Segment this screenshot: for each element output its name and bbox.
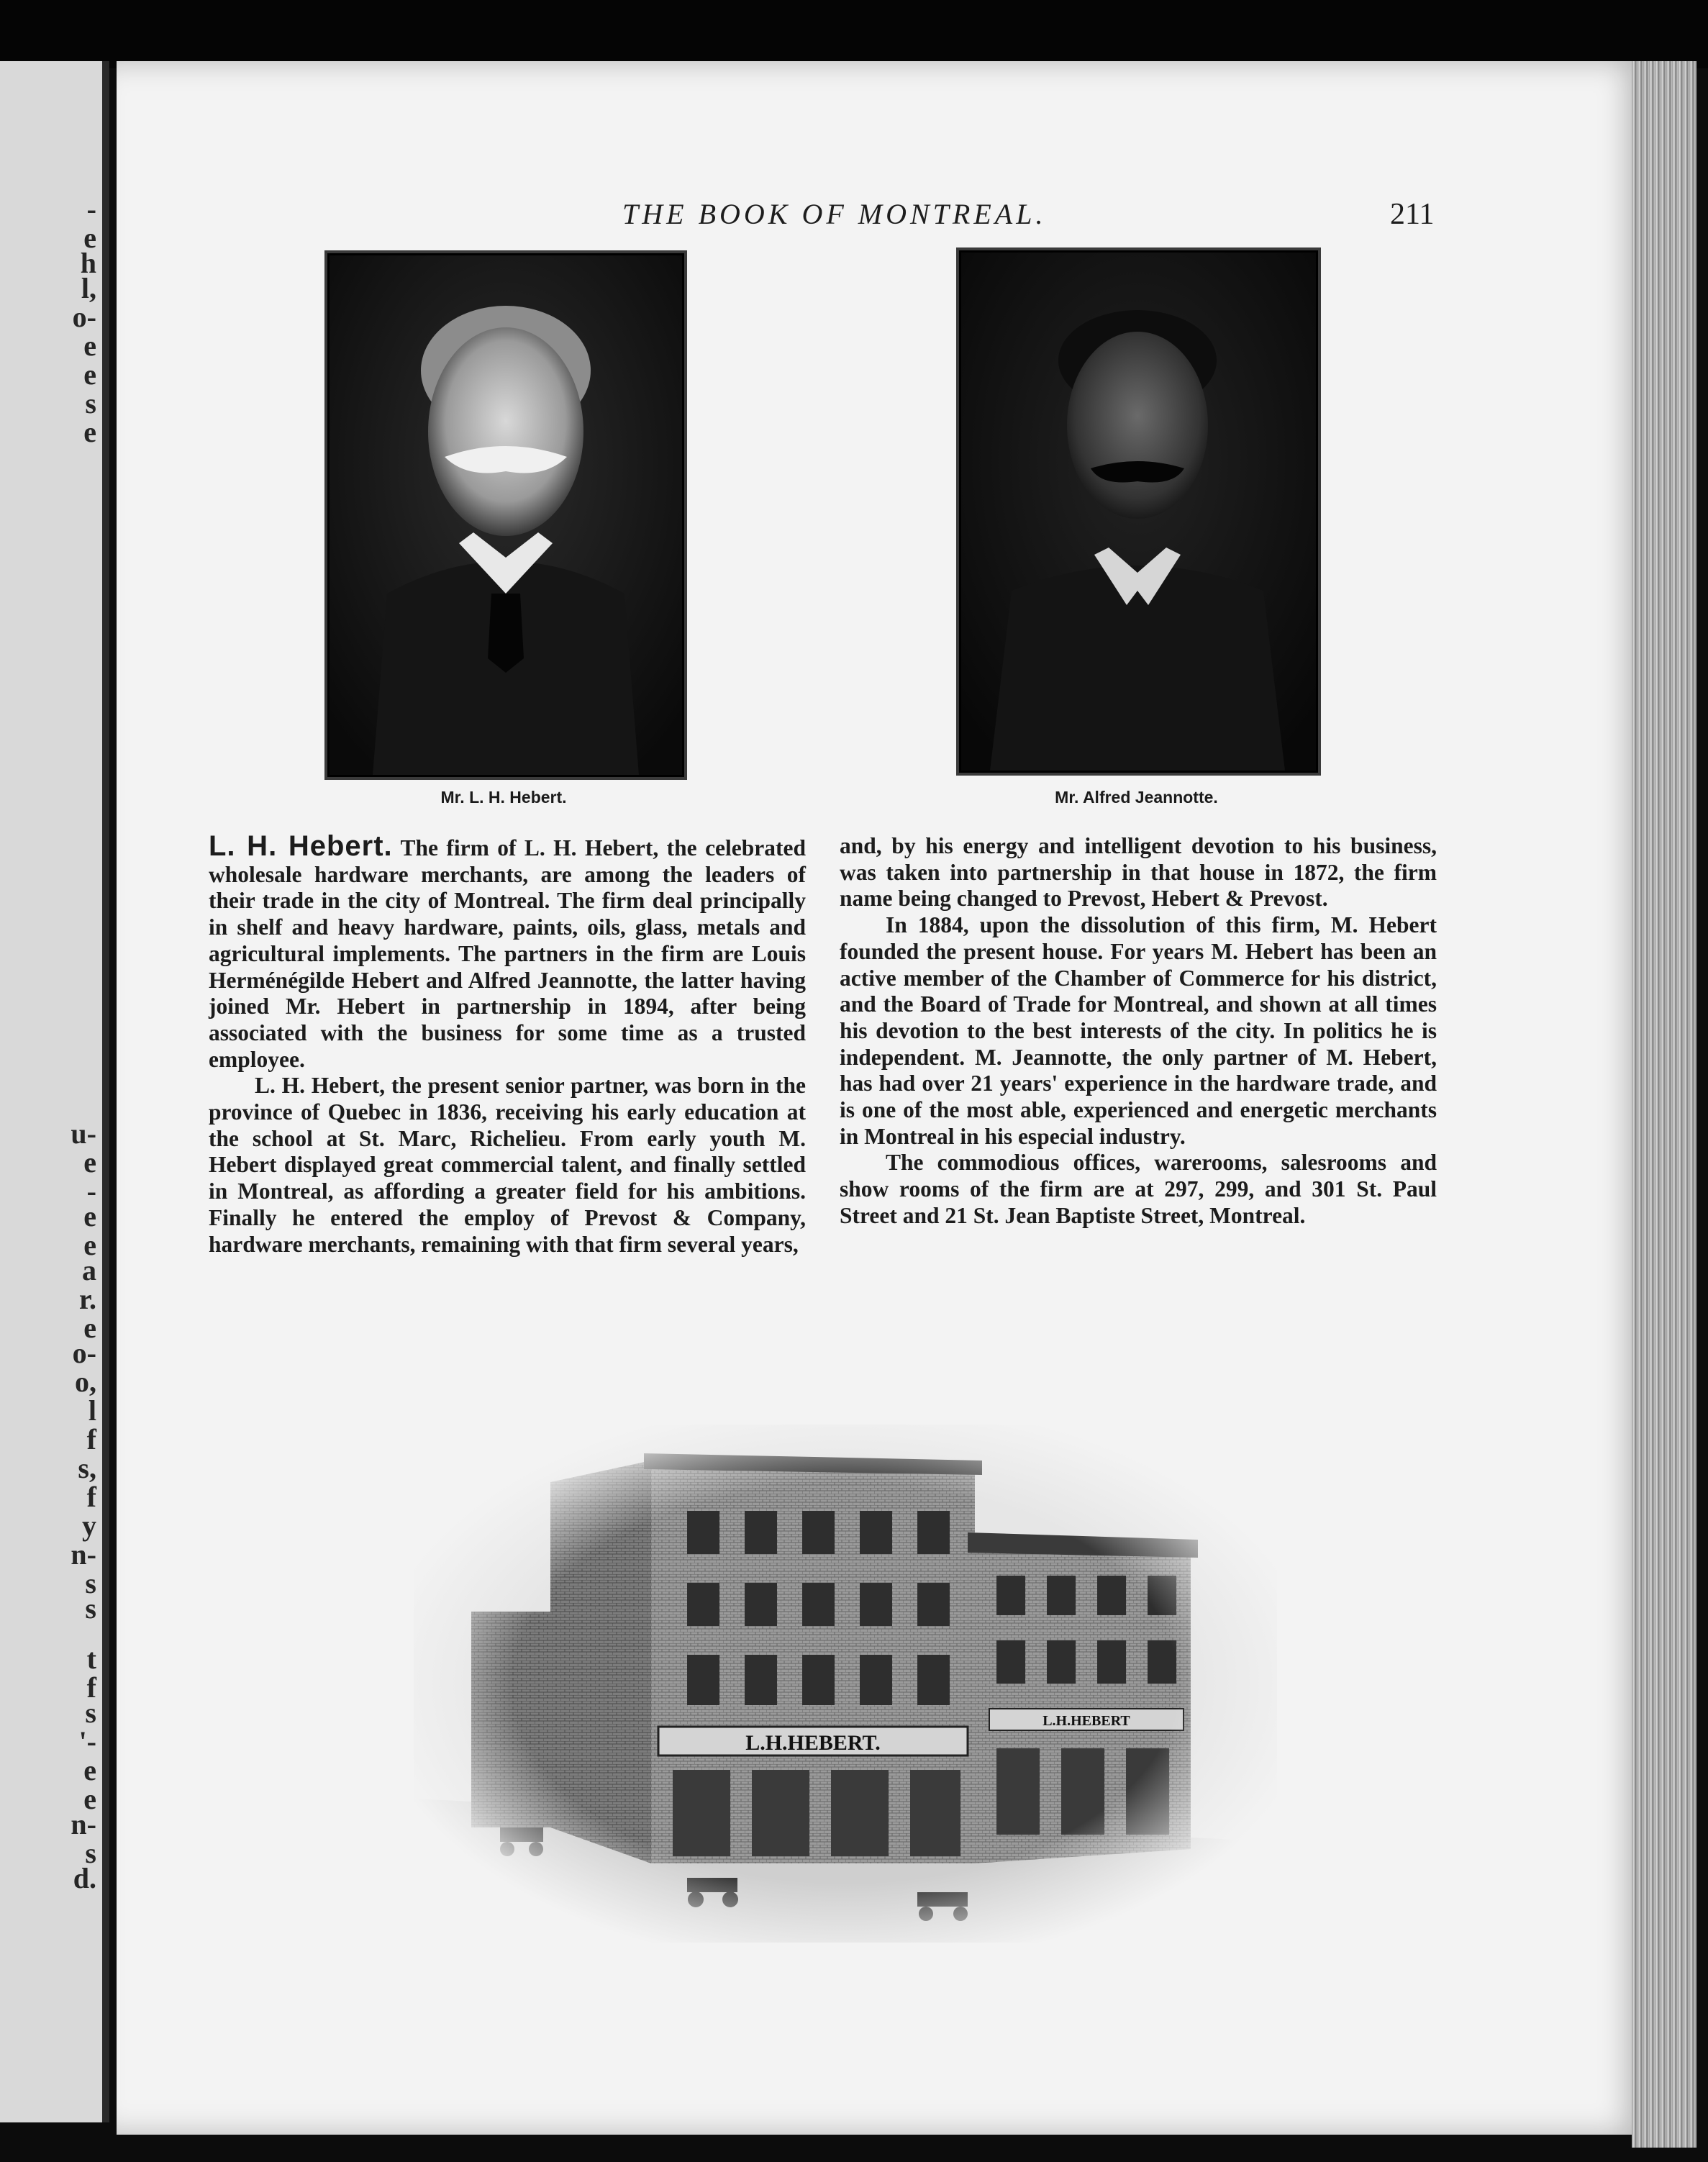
adjacent-page-fragment-line: o- <box>72 1337 96 1369</box>
adjacent-page-fragment-line: o- <box>72 301 96 333</box>
adjacent-page-fragment-line: e <box>83 358 96 391</box>
adjacent-page-fragment-line: e <box>83 1229 96 1261</box>
adjacent-page-fragment-line: d. <box>73 1862 96 1894</box>
adjacent-page-fragment-line: h <box>80 247 96 279</box>
article-column-left <box>209 830 807 1258</box>
portrait-hebert-image <box>330 255 682 775</box>
adjacent-page-fragment-line: e <box>83 416 96 448</box>
article-text: The firm of L. H. Hebert, the celebrated wholesale hardware merchants, are among the leaders of their trade in the city of Montreal. The firm deal principally in shelf and heavy hardware, paints, oils, glass, metals and agricultural implements. The partners in the firm are Louis Herménégilde Hebert and Alfred Jeannotte, the latter having joined Mr. Hebert in partnership in 1894, after being associated with the business for some time as a trusted employee. <box>209 835 807 1072</box>
portrait-jeannotte-image <box>961 253 1316 771</box>
adjacent-page-fragment-line: f <box>86 1423 96 1455</box>
adjacent-page-fragment-line: e <box>83 222 96 254</box>
adjacent-page-fragment-line: a <box>82 1254 96 1286</box>
adjacent-page-fragment-line: l, <box>81 272 96 304</box>
book-gutter <box>102 61 109 2122</box>
adjacent-page-fragment-line: e <box>83 1783 96 1815</box>
adjacent-page-fragment-line: e <box>83 1754 96 1786</box>
portrait-caption-hebert: Mr. L. H. Hebert. <box>440 788 567 807</box>
adjacent-page-fragment-line: r. <box>78 1283 96 1315</box>
adjacent-page-fragment-line: s <box>85 1837 96 1869</box>
adjacent-page-fragment-line: l <box>88 1394 96 1427</box>
adjacent-page-fragment-line: f <box>86 1481 96 1513</box>
scan-border-top <box>0 0 1708 68</box>
adjacent-page-fragment-line: f <box>86 1671 96 1704</box>
article-paragraph: L. H. Hebert, the present senior partner, was born in the province of Quebec in 1836, receiving his early education at the school at St. Marc, Richelieu. From early youth M. Hebert displayed great commercial talent, and finally settled in Montreal, as affording a greater field for his ambitions. Finally he entered the employ of Prevost & Company, hardware merchants, remaining with that firm several years, <box>209 1073 806 1257</box>
portrait-caption-jeannotte: Mr. Alfred Jeannotte. <box>1055 788 1218 807</box>
article-paragraph <box>209 830 807 1073</box>
adjacent-page-fragment-line: s <box>85 1697 96 1729</box>
adjacent-page-fragment-line: s, <box>78 1452 96 1484</box>
adjacent-page-fragment-line: o, <box>75 1366 96 1398</box>
article-lead-name: L. H. Hebert. <box>209 830 393 862</box>
adjacent-page-fragment-line: e <box>83 330 96 362</box>
adjacent-page-fragment <box>0 61 109 2122</box>
adjacent-page-fragment-line: u- <box>71 1117 96 1150</box>
portrait-hebert <box>327 253 684 777</box>
adjacent-page-fragment-line: n- <box>71 1808 96 1840</box>
article-paragraph: and, by his energy and intelligent devotion to his business, was taken into partnership in that house in 1872, the firm name being changed to Prevost, Hebert & Prevost. <box>840 833 1437 912</box>
adjacent-page-fragment-line: n- <box>71 1538 96 1571</box>
running-title: THE BOOK OF MONTREAL. <box>622 198 1047 230</box>
adjacent-page-fragment-line: - <box>86 1175 96 1207</box>
article-paragraph: In 1884, upon the dissolution of this firm, M. Hebert founded the present house. For years M. Hebert has been an active member of the Chamber of Commerce for his district, and the Board of Trade for Montreal, and shown at all times his devotion to the best interests of the city. In politics he is independent. M. Jeannotte, the only partner of M. Hebert, has had over 21 years' experience in the hardware trade, and is one of the most able, experienced and energetic merchants in Montreal in his especial industry. <box>840 912 1437 1149</box>
page-number: 211 <box>1390 198 1435 231</box>
page-stack-edge <box>1632 61 1696 2148</box>
building-illustration <box>414 1425 1277 1943</box>
adjacent-page-fragment-line: s <box>85 387 96 419</box>
adjacent-page-fragment-line: e <box>83 1200 96 1232</box>
article-column-right <box>840 833 1437 1230</box>
adjacent-page-fragment-line: e <box>83 1312 96 1344</box>
adjacent-page-fragment-line: s <box>85 1592 96 1625</box>
portrait-jeannotte <box>959 250 1318 773</box>
adjacent-page-fragment-line: e <box>83 1146 96 1178</box>
adjacent-page-fragment-line: y <box>82 1509 96 1542</box>
warehouse-engraving <box>414 1425 1277 1943</box>
adjacent-page-fragment-line: - <box>86 193 96 225</box>
adjacent-page-fragment-line: t <box>86 1643 96 1675</box>
adjacent-page-fragment-line: s <box>85 1567 96 1599</box>
adjacent-page-fragment-line: '- <box>78 1725 96 1758</box>
article-paragraph: The commodious offices, warerooms, salesrooms and show rooms of the firm are at 297, 299, and 301 St. Paul Street and 21 St. Jean Baptiste Street, Montreal. <box>840 1150 1437 1228</box>
